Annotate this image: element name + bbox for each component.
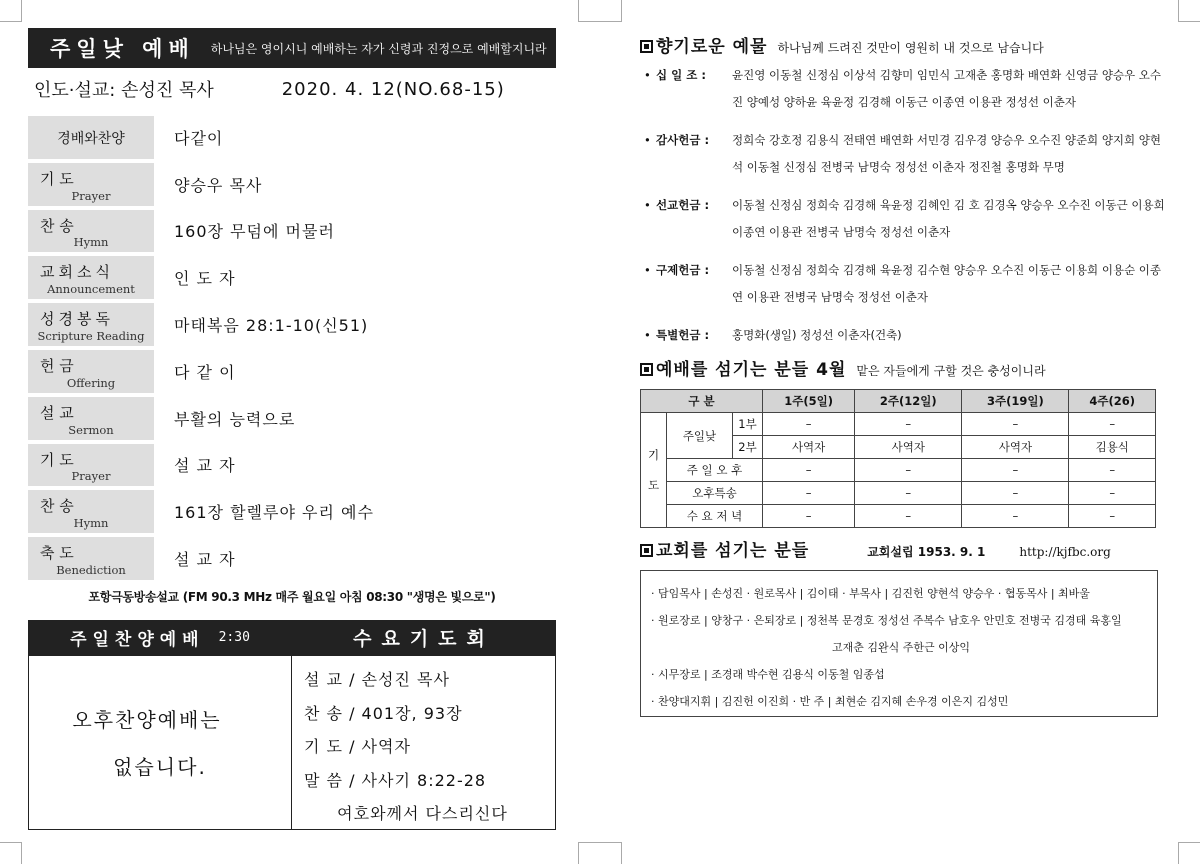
- offerings-title-line: [640, 32, 1170, 60]
- order-label: [28, 210, 154, 253]
- staff-line: · 시무장로 | 조경래 박수현 김용식 이동철 임종섭: [651, 667, 885, 681]
- table-cell: –: [855, 505, 962, 528]
- table-cell: –: [855, 482, 962, 505]
- offering-label: 십 일 조 :: [656, 68, 706, 82]
- order-value: 마태복음 28:1-10(신51): [174, 316, 369, 336]
- table-cell: –: [962, 505, 1069, 528]
- wednesday-line: 여호와께서 다스리신다: [337, 804, 508, 824]
- order-row: [28, 208, 556, 255]
- table-row: [641, 459, 1156, 482]
- wednesday-line: 찬 송 / 401장, 93장: [304, 703, 463, 723]
- split-body: [28, 656, 556, 830]
- staff-line: · 담임목사 | 손성진 · 원로목사 | 김이태 · 부목사 | 김진헌 양현석 양승우 · 협동목사 | 최바울: [651, 586, 1090, 600]
- order-row: [28, 301, 556, 348]
- crop-mark-bottom-left: [0, 842, 22, 864]
- row-label: 오후특송: [667, 482, 763, 505]
- order-row: [28, 114, 556, 161]
- afternoon-box: [28, 656, 292, 830]
- staff-line: · 원로장로 | 양창구 · 은퇴장로 | 정천복 문경호 정성선 주복수 남호우 안민호 전병국 김경태 육홍일: [651, 613, 1122, 627]
- offering-item: [640, 322, 1170, 349]
- afternoon-header: [28, 620, 292, 656]
- table-cell: –: [763, 482, 855, 505]
- row-label: 2부: [733, 436, 763, 459]
- church-url: http://kjfbc.org: [1019, 545, 1111, 559]
- order-row: [28, 535, 556, 582]
- established-date: 교회설립 1953. 9. 1: [867, 545, 986, 559]
- offering-item: [640, 127, 1170, 181]
- group-cell: [641, 413, 667, 528]
- table-cell: 사역자: [855, 436, 962, 459]
- offering-names: 정희숙 강호정 김용식 전태연 배연화 서민경 김우경 양승우 오수진 양준희 양지희 양현석 이동철 신정심 전병국 남명숙 정성선 이춘자 정진철 홍명화 무명: [732, 133, 1162, 174]
- bullet-icon: •: [644, 198, 651, 212]
- table-cell: –: [1069, 459, 1156, 482]
- servers-table: [640, 389, 1156, 528]
- offering-label: 구제헌금 :: [656, 263, 710, 277]
- order-label-ko: 축 도: [40, 544, 74, 563]
- staff-box: [640, 570, 1158, 717]
- order-label: [28, 256, 154, 299]
- order-label: [28, 444, 154, 487]
- wednesday-line: 설 교 / 손성진 목사: [304, 670, 450, 690]
- table-row: [641, 505, 1156, 528]
- order-label-en: Offering: [66, 375, 116, 390]
- wednesday-title: 수요기도회: [353, 628, 495, 651]
- table-cell: –: [763, 459, 855, 482]
- crop-mark-top-center: [578, 0, 622, 22]
- servers-title: 예배를 섬기는 분들 4월: [656, 360, 847, 380]
- order-label: [28, 350, 154, 393]
- crop-mark-bottom-center: [578, 842, 622, 864]
- order-label-en: Hymn: [73, 516, 109, 531]
- offering-item: [640, 257, 1170, 311]
- order-label-ko: 기 도: [40, 450, 74, 469]
- order-value: 설 교 자: [174, 456, 236, 476]
- servers-title-line: [640, 355, 1170, 383]
- order-label: [28, 397, 154, 440]
- order-value: 양승우 목사: [174, 175, 263, 195]
- worship-title: 주일낮 예배: [50, 37, 195, 61]
- worship-title-bar: [28, 28, 556, 68]
- offering-names: 이동철 신정심 정희숙 김경해 육윤정 김수현 양승우 오수진 이동근 이용희 이용순 이종연 이용관 전병국 남명숙 정성선 이춘자: [732, 263, 1162, 304]
- table-header-cell: 3주(19일): [962, 390, 1069, 413]
- worship-date: 2020. 4. 12(NO.68-15): [281, 78, 505, 100]
- square-bullet-icon: [640, 40, 653, 53]
- leader-name: 인도·설교: 손성진 목사: [34, 80, 214, 101]
- order-label: [28, 303, 154, 346]
- order-value: 다같이: [174, 128, 224, 148]
- order-value: 다 같 이: [174, 362, 236, 382]
- order-value: 설 교 자: [174, 550, 236, 570]
- order-value: 부활의 능력으로: [174, 409, 296, 429]
- offering-names: 윤진영 이동철 신정심 이상석 김향미 임민식 고재춘 홍명화 배연화 신영금 양승우 오수진 양예성 양하윤 육윤정 김경해 이동근 이종연 이용관 정성선 이춘자: [732, 68, 1162, 109]
- square-bullet-icon: [640, 544, 653, 557]
- order-label-ko: 설 교: [40, 403, 74, 422]
- table-cell: 김용식: [1069, 436, 1156, 459]
- order-label-ko: 헌 금: [40, 356, 74, 375]
- order-label-en: Sermon: [68, 422, 114, 437]
- table-row: [641, 413, 1156, 436]
- crop-mark-top-right: [1178, 0, 1200, 22]
- table-cell: –: [855, 413, 962, 436]
- crop-mark-top-left: [0, 0, 22, 22]
- order-label-ko: 경배와찬양: [57, 131, 125, 147]
- table-cell: 사역자: [763, 436, 855, 459]
- worship-subtitle: 하나님은 영이시니 예배하는 자가 신령과 진정으로 예배할지니라: [210, 41, 547, 56]
- bullet-icon: •: [644, 68, 651, 82]
- order-of-service: [28, 114, 556, 582]
- offering-label: 특별헌금 :: [656, 328, 710, 342]
- order-row: [28, 395, 556, 442]
- wednesday-line: 기 도 / 사역자: [304, 737, 411, 757]
- order-label: [28, 116, 154, 159]
- afternoon-title: 주일찬양예배: [70, 630, 205, 651]
- order-label: [28, 163, 154, 206]
- offering-label: 감사헌금 :: [656, 133, 710, 147]
- offering-item: [640, 62, 1170, 116]
- order-row: [28, 254, 556, 301]
- table-cell: 사역자: [962, 436, 1069, 459]
- servers-subtitle: 맡은 자들에게 구할 것은 충성이니라: [856, 364, 1046, 378]
- order-value: 161장 할렐루야 우리 예수: [174, 503, 374, 523]
- order-label-en: Prayer: [71, 469, 111, 484]
- order-label-ko: 성경봉독: [40, 310, 114, 329]
- table-header-cell: 구 분: [641, 390, 763, 413]
- staff-title-line: [640, 536, 1170, 564]
- offerings-subtitle: 하나님께 드려진 것만이 영원히 내 것으로 남습니다: [777, 41, 1044, 55]
- left-panel: [28, 28, 556, 830]
- staff-line: 고재춘 김완식 주한근 이상익: [831, 640, 970, 654]
- order-row: [28, 161, 556, 208]
- order-label-en: Scripture Reading: [37, 328, 145, 343]
- table-cell: –: [763, 413, 855, 436]
- staff-line: · 찬양대지휘 | 김진헌 이진희 · 반 주 | 최현순 김지혜 손우경 이은지 김성민: [651, 694, 1009, 708]
- table-cell: –: [962, 413, 1069, 436]
- group-label: 기 도: [647, 448, 660, 492]
- bullet-icon: •: [644, 263, 651, 277]
- order-value: 인 도 자: [174, 269, 236, 289]
- table-cell: –: [1069, 413, 1156, 436]
- sub-group-cell: 주일낮: [667, 413, 733, 459]
- wednesday-header: [292, 620, 556, 656]
- order-label-ko: 교회소식: [40, 263, 114, 282]
- bullet-icon: •: [644, 328, 651, 342]
- table-cell: –: [763, 505, 855, 528]
- order-label-ko: 찬 송: [40, 216, 74, 235]
- leader-line: [28, 68, 556, 110]
- order-label-ko: 찬 송: [40, 497, 74, 516]
- wednesday-line: 말 씀 / 사사기 8:22-28: [304, 770, 487, 790]
- square-bullet-icon: [640, 363, 653, 376]
- staff-title: 교회를 섬기는 분들: [656, 541, 810, 561]
- table-row: [641, 482, 1156, 505]
- crop-mark-bottom-right: [1178, 842, 1200, 864]
- order-label-ko: 기 도: [40, 169, 74, 188]
- order-label-en: Benediction: [56, 562, 126, 577]
- offering-item: [640, 192, 1170, 246]
- bullet-icon: •: [644, 133, 651, 147]
- table-header-cell: 2주(12일): [855, 390, 962, 413]
- table-cell: –: [962, 459, 1069, 482]
- order-label-en: Announcement: [47, 282, 135, 297]
- right-panel: [640, 28, 1170, 717]
- offering-label: 선교헌금 :: [656, 198, 710, 212]
- table-header-cell: 4주(26): [1069, 390, 1156, 413]
- row-label: 1부: [733, 413, 763, 436]
- order-label-en: Hymn: [73, 235, 109, 250]
- table-header-cell: 1주(5일): [763, 390, 855, 413]
- afternoon-line-2: 없습니다.: [113, 755, 207, 780]
- table-header-row: [641, 390, 1156, 413]
- order-label-en: Prayer: [71, 188, 111, 203]
- table-cell: –: [1069, 505, 1156, 528]
- offerings-title: 향기로운 예물: [656, 37, 768, 57]
- order-value: 160장 무덤에 머물러: [174, 222, 335, 242]
- afternoon-line-1: 오후찬양예배는: [72, 708, 222, 733]
- order-row: [28, 442, 556, 489]
- offering-names: 홍명화(생일) 정성선 이춘자(건축): [732, 328, 902, 342]
- order-row: [28, 348, 556, 395]
- row-label: 수 요 저 녁: [667, 505, 763, 528]
- table-cell: –: [855, 459, 962, 482]
- order-label: [28, 537, 154, 580]
- afternoon-time: 2:30: [218, 630, 250, 646]
- wednesday-box: [292, 656, 556, 830]
- row-label: 주 일 오 후: [667, 459, 763, 482]
- table-cell: –: [962, 482, 1069, 505]
- order-row: [28, 488, 556, 535]
- offering-names: 이동철 신정심 정희숙 김경해 육윤정 김혜인 김 호 김경옥 양승우 오수진 이동근 이용희 이종연 이용관 전병국 남명숙 정성선 이춘자: [732, 198, 1165, 239]
- split-header: [28, 620, 556, 656]
- order-label: [28, 490, 154, 533]
- table-cell: –: [1069, 482, 1156, 505]
- radio-notice: 포항극동방송설교 (FM 90.3 MHz 매주 월요일 아침 08:30 "생명은 빛으로"): [88, 589, 496, 604]
